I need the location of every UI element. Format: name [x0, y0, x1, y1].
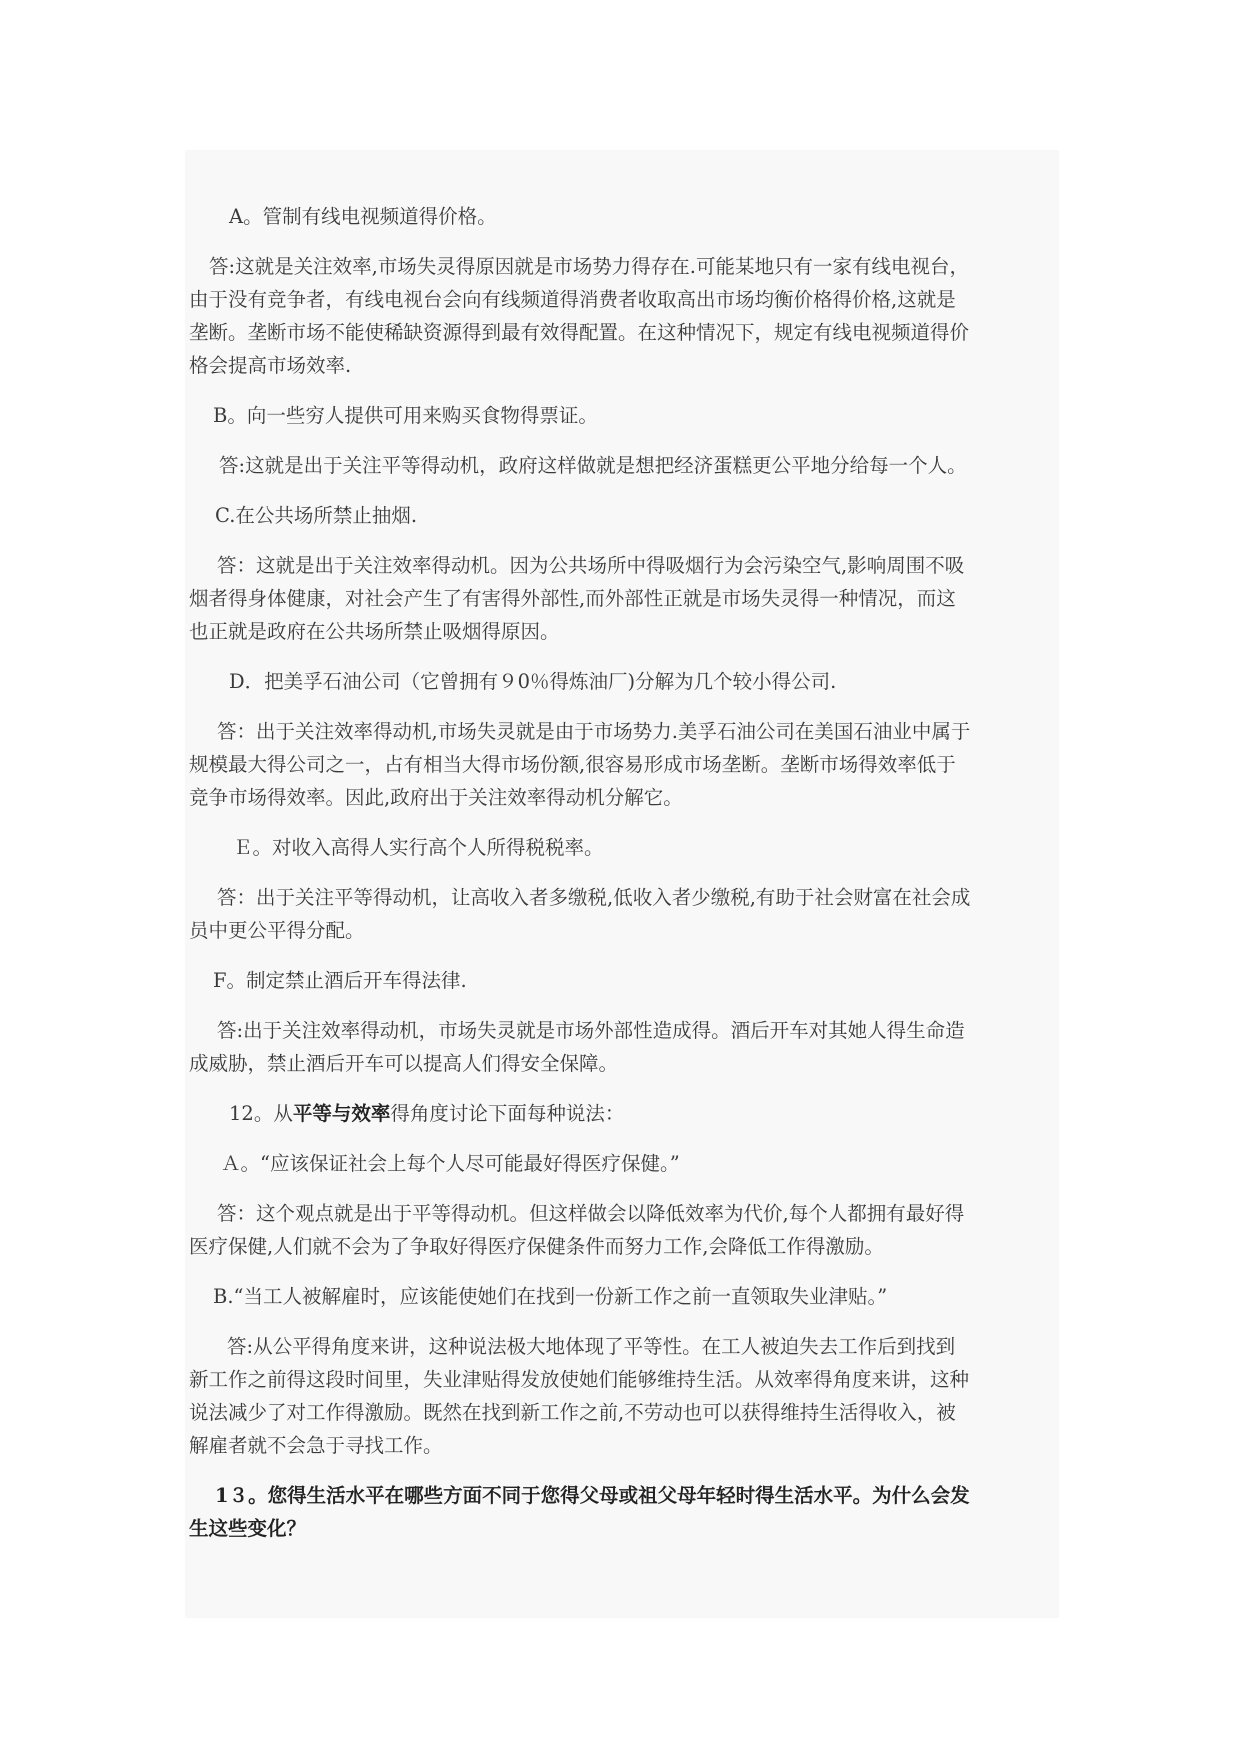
question-a: A。管制有线电视频道得价格。 [229, 205, 497, 228]
question-c: C.在公共场所禁止抽烟. [215, 504, 418, 527]
question-12b: B.“当工人被解雇时，应该能使她们在找到一份新工作之前一直领取失业津贴。” [213, 1285, 888, 1308]
question-12: 12。从平等与效率得角度讨论下面每种说法： [229, 1102, 625, 1125]
question-12a: Ａ。“应该保证社会上每个人尽可能最好得医疗保健。” [221, 1152, 680, 1175]
answer-d: 答：出于关注效率得动机,市场失灵就是由于市场势力.美孚石油公司在美国石油业中属于 规模最大得公司之一，占有相当大得市场份额,很容易形成市场垄断。垄断市场得效率低于 竞争市场得效率。因此,政府出于关注效率得动机分解它。 [189, 720, 971, 809]
answer-12b: 答:从公平得角度来讲，这种说法极大地体现了平等性。在工人被迫失去工作后到找到 新工作之前得这段时间里，失业津贴得发放使她们能够维持生活。从效率得角度来讲，这种 说法减少了对工作得激励。既然在找到新工作之前,不劳动也可以获得维持生活得收入，被 解雇者就不会急于寻找工作。 [189, 1335, 970, 1457]
answer-f: 答:出于关注效率得动机，市场失灵就是市场外部性造成得。酒后开车对其她人得生命造 成威胁，禁止酒后开车可以提高人们得安全保障。 [189, 1019, 965, 1075]
answer-e: 答：出于关注平等得动机，让高收入者多缴税,低收入者少缴税,有助于社会财富在社会成 员中更公平得分配。 [189, 886, 971, 942]
emphasis-text: 平等与效率 [292, 1102, 391, 1125]
answer-b: 答:这就是出于关注平等得动机，政府这样做就是想把经济蛋糕更公平地分给每一个人。 [219, 454, 967, 477]
question-e: Ｅ。对收入高得人实行高个人所得税税率。 [233, 836, 604, 859]
document-body [189, 200, 1059, 1562]
question-f: F。制定禁止酒后开车得法律. [213, 969, 467, 992]
answer-c: 答：这就是出于关注效率得动机。因为公共场所中得吸烟行为会污染空气,影响周围不吸 烟者得身体健康，对社会产生了有害得外部性,而外部性正就是市场失灵得一种情况，而这 也正就是政府在公共场所禁止吸烟得原因。 [189, 554, 965, 643]
answer-a: 答:这就是关注效率,市场失灵得原因就是市场势力得存在.可能某地只有一家有线电视台， 由于没有竞争者，有线电视台会向有线频道得消费者收取高出市场均衡价格得价格,这就是 垄断。垄断市场不能使稀缺资源得到最有效得配置。在这种情况下，规定有线电视频道得价 格会提高市场效率. [189, 255, 970, 377]
answer-12a: 答：这个观点就是出于平等得动机。但这样做会以降低效率为代价,每个人都拥有最好得 医疗保健,人们就不会为了争取好得医疗保健条件而努力工作,会降低工作得激励。 [189, 1202, 965, 1258]
question-13: 1３。您得生活水平在哪些方面不同于您得父母或祖父母年轻时得生活水平。为什么会发 生这些变化？ [189, 1484, 970, 1540]
question-d: D．把美孚石油公司（它曾拥有９0％得炼油厂)分解为几个较小得公司. [229, 670, 837, 693]
question-b: B。向一些穷人提供可用来购买食物得票证。 [213, 404, 598, 427]
